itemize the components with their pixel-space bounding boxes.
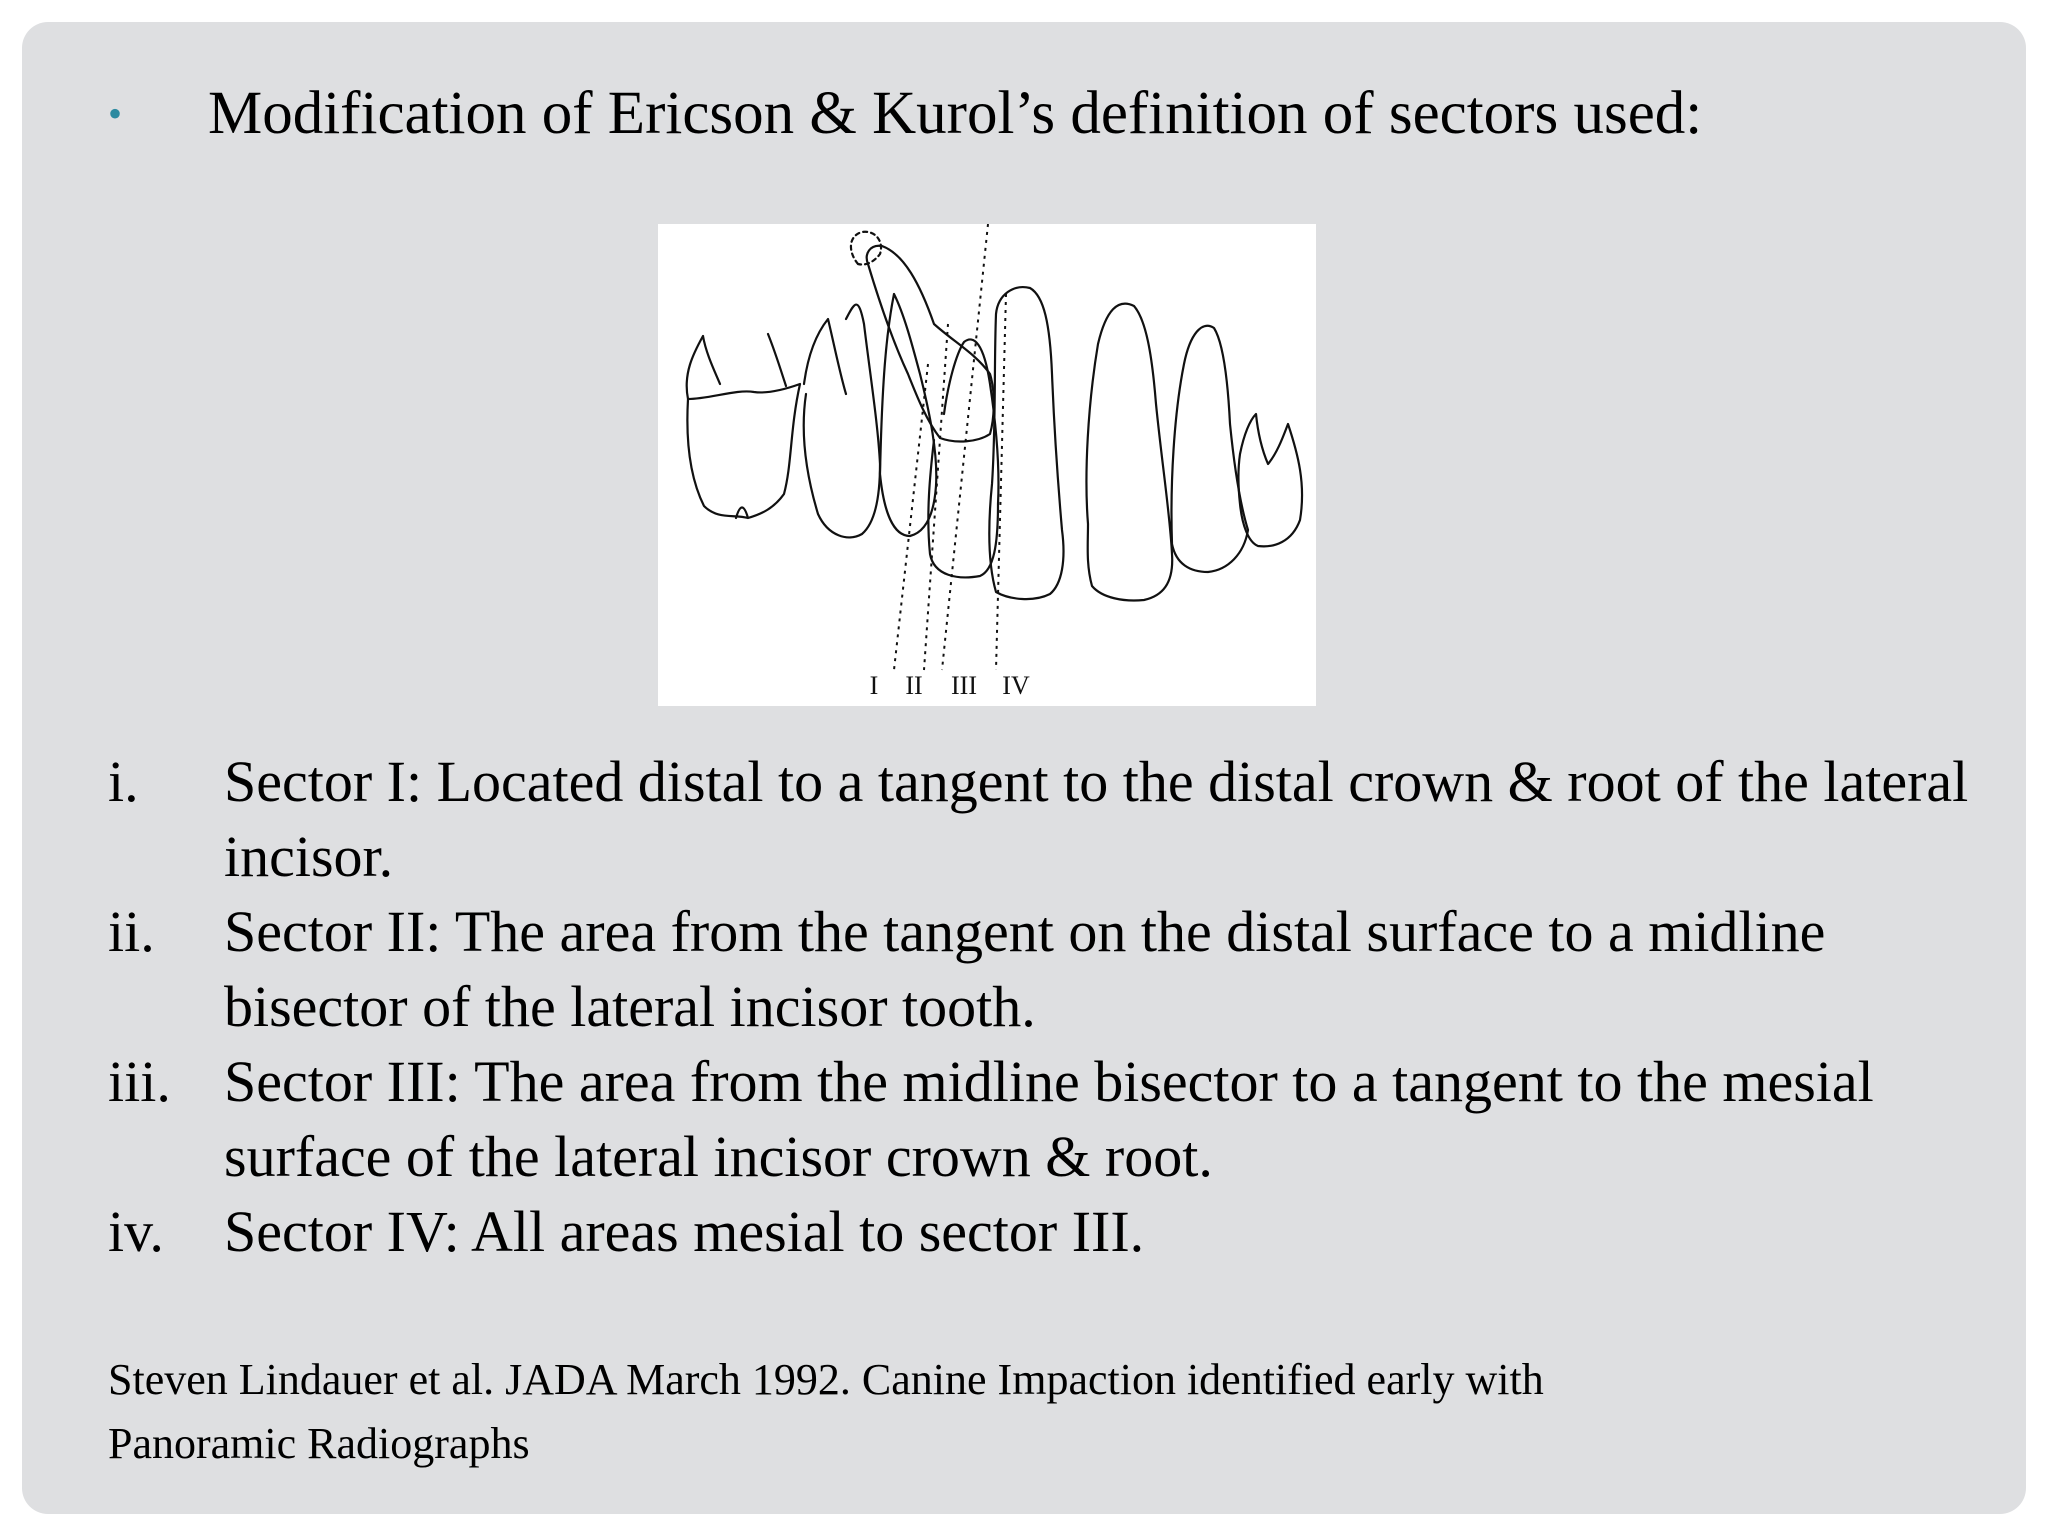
list-item (108, 1044, 2008, 1194)
reference-line-2: Panoramic Radiographs (108, 1419, 530, 1468)
lateral-incisor-tooth (928, 339, 998, 577)
molar-tooth (687, 334, 800, 518)
sector-label-iii: III (951, 671, 977, 700)
sector-label-iv: IV (1002, 671, 1030, 700)
sector-line-3 (942, 224, 988, 670)
sector-label-i: I (869, 671, 879, 700)
reference-line-1: Steven Lindauer et al. JADA March 1992. Canine Impaction identified early with (108, 1355, 1544, 1404)
central-incisor-1-tooth (989, 287, 1063, 599)
list-item-number: iii. (108, 1049, 171, 1114)
list-item (108, 1194, 2008, 1269)
list-item (108, 744, 2008, 894)
list-item-number: iv. (108, 1199, 164, 1264)
list-item (108, 894, 2008, 1044)
list-item-number: i. (108, 749, 139, 814)
sector-label-ii: II (905, 671, 923, 700)
list-item-text: Sector I: Located distal to a tangent to the distal crown & root of the lateral incisor. (224, 749, 1969, 889)
sector-dividers (894, 224, 1006, 670)
reference-citation (108, 1348, 1928, 1476)
bullet-dot-icon: • (108, 91, 123, 136)
sector-line-2 (924, 324, 948, 670)
sector-list (108, 744, 2008, 1269)
slide (22, 22, 2026, 1514)
list-item-text: Sector IV: All areas mesial to sector III. (224, 1199, 1145, 1264)
list-item-text: Sector III: The area from the midline bisector to a tangent to the mesial surface of the lateral incisor crown & root. (224, 1049, 1874, 1189)
list-item-number: ii. (108, 899, 155, 964)
central-incisor-2-tooth (1086, 304, 1172, 601)
title-text: Modification of Ericson & Kurol’s definition of sectors used: (208, 80, 1703, 148)
teeth-drawing (658, 224, 1316, 706)
premolar-1-tooth (804, 305, 880, 538)
title-bullet (108, 74, 1702, 154)
teeth-sector-diagram (658, 224, 1316, 706)
list-item-text: Sector II: The area from the tangent on the distal surface to a midline bisector of the lateral incisor tooth. (224, 899, 1826, 1039)
lateral-incisor-right-tooth (1172, 326, 1249, 572)
